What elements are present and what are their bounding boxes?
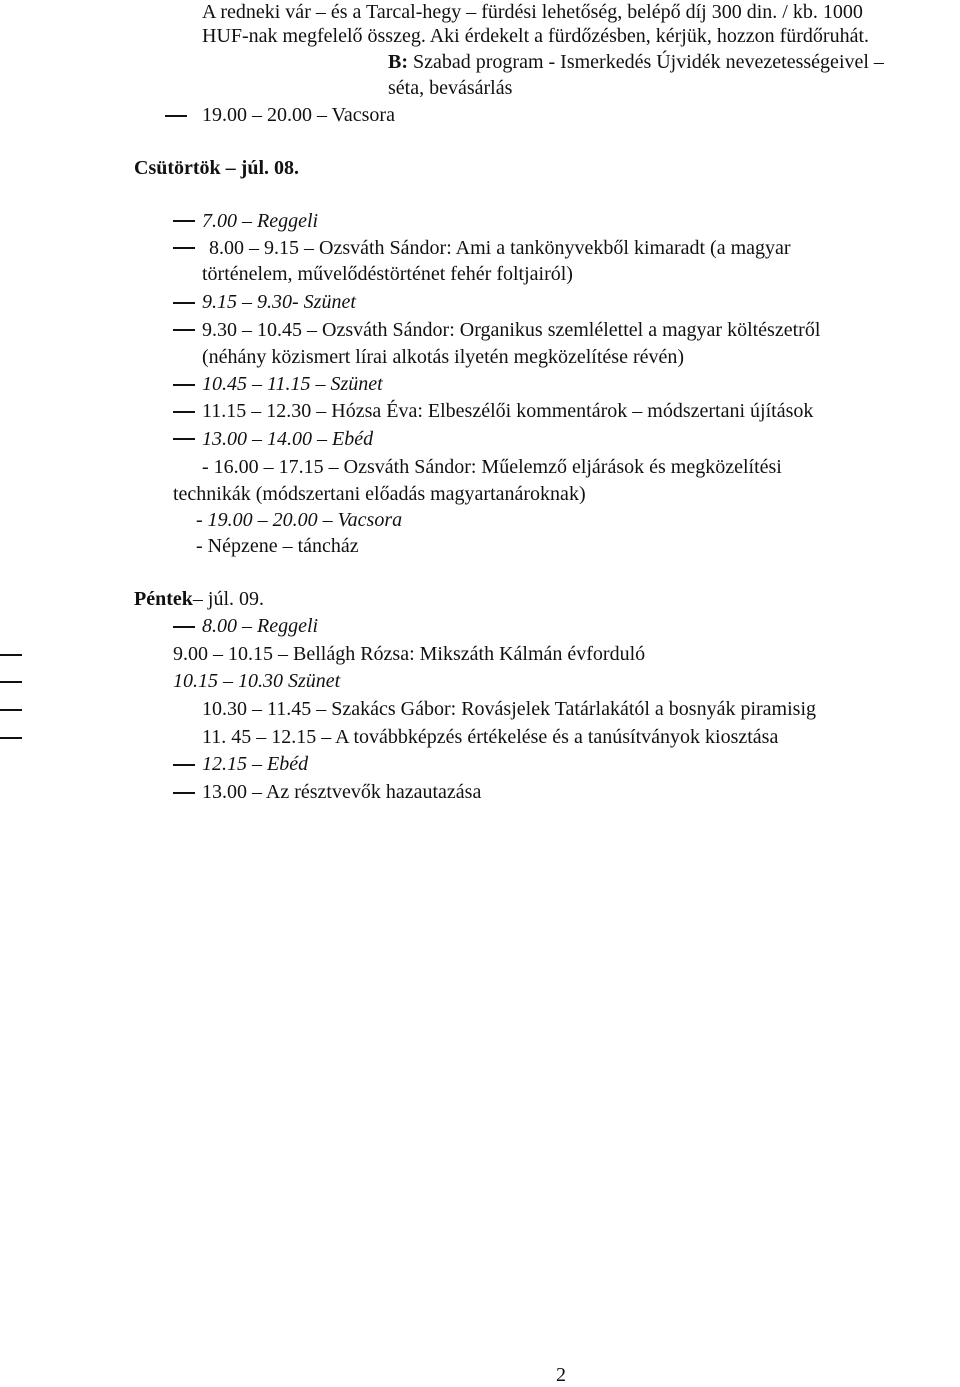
bullet-dash: [173, 384, 195, 386]
friday-heading: [134, 587, 264, 611]
friday-item: 8.00 – Reggeli: [202, 615, 319, 637]
thursday-item-continuation: (néhány közismert lírai alkotás ilyetén megközelítése révén): [202, 346, 685, 368]
bullet-dash: [0, 654, 22, 656]
friday-item: 12.15 – Ebéd: [202, 753, 309, 775]
thursday-item: 7.00 – Reggeli: [202, 210, 319, 232]
thursday-item-continuation: történelem, művelődéstörténet fehér foltjairól): [202, 263, 573, 285]
friday-heading-date: – júl. 09.: [192, 588, 265, 610]
program-b-label: B:: [388, 51, 408, 73]
thursday-heading: Csütörtök – júl. 08.: [134, 157, 300, 179]
bullet-dash: [173, 626, 195, 628]
bullet-dash: [173, 220, 195, 222]
thursday-item: 11.15 – 12.30 – Hózsa Éva: Elbeszélői kommentárok – módszertani újítások: [202, 400, 814, 422]
bullet-dash: [0, 737, 22, 739]
thursday-item: - Népzene – táncház: [196, 535, 359, 557]
intro-dinner: 19.00 – 20.00 – Vacsora: [202, 104, 395, 126]
thursday-item: 9.15 – 9.30- Szünet: [202, 291, 356, 313]
thursday-item: 8.00 – 9.15 – Ozsváth Sándor: Ami a tankönyvekből kimaradt (a magyar: [209, 237, 791, 259]
thursday-item-continuation: technikák (módszertani előadás magyartanároknak): [173, 483, 586, 505]
thursday-item: 10.45 – 11.15 – Szünet: [202, 373, 383, 395]
friday-item: 13.00 – Az résztvevők hazautazása: [202, 781, 482, 803]
thursday-item: - 16.00 – 17.15 – Ozsváth Sándor: Műelemző eljárások és megközelítési: [202, 456, 782, 478]
thursday-item: 9.30 – 10.45 – Ozsváth Sándor: Organikus szemlélettel a magyar költészetről: [202, 319, 821, 341]
friday-item: 10.15 – 10.30 Szünet: [173, 670, 341, 692]
bullet-dash: [173, 411, 195, 413]
intro-line-1: A redneki vár – és a Tarcal-hegy – fürdési lehetőség, belépő díj 300 din. / kb. 1000: [202, 1, 863, 23]
thursday-item: - 19.00 – 20.00 – Vacsora: [196, 509, 403, 531]
program-b-text: Szabad program - Ismerkedés Újvidék nevezetességeivel –: [408, 51, 884, 73]
bullet-dash: [173, 302, 195, 304]
bullet-dash: [173, 792, 195, 794]
bullet-dash: [0, 681, 22, 683]
intro-line-2: HUF-nak megfelelő összeg. Aki érdekelt a fürdőzésben, kérjük, hozzon fürdőruhát.: [202, 25, 870, 47]
bullet-dash: [165, 115, 187, 117]
friday-item: 9.00 – 10.15 – Bellágh Rózsa: Mikszáth Kálmán évforduló: [173, 643, 646, 665]
bullet-dash: [173, 438, 195, 440]
bullet-dash: [173, 764, 195, 766]
bullet-dash: [0, 709, 22, 711]
program-b-line: [388, 50, 884, 74]
friday-heading-day: Péntek: [134, 588, 193, 610]
bullet-dash: [173, 329, 195, 331]
thursday-item: 13.00 – 14.00 – Ebéd: [202, 428, 374, 450]
friday-item: 11. 45 – 12.15 – A továbbképzés értékelése és a tanúsítványok kiosztása: [202, 726, 779, 748]
page-number: 2: [556, 1364, 566, 1386]
bullet-dash: [173, 247, 195, 249]
program-b-continuation: séta, bevásárlás: [388, 77, 513, 99]
friday-item: 10.30 – 11.45 – Szakács Gábor: Rovásjelek Tatárlakától a bosnyák piramisig: [202, 698, 817, 720]
